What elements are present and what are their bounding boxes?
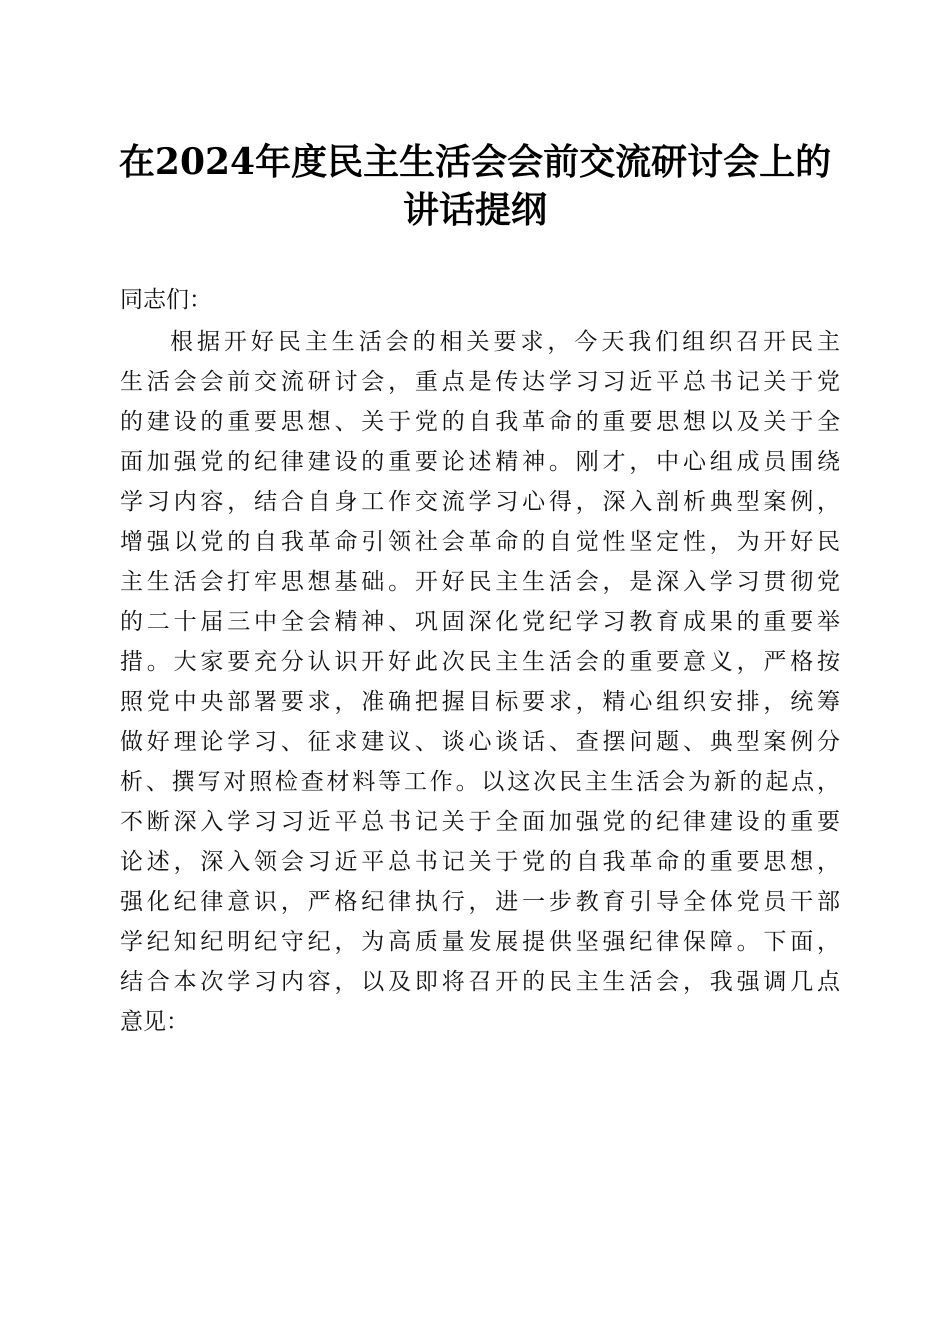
paragraph-line: 不断深入学习习近平总书记关于全面加强党的纪律建设的重要: [120, 809, 840, 835]
title-line-1: 在2024年度民主生活会会前交流研讨会上的: [118, 141, 832, 183]
paragraph-line: 论述，深入领会习近平总书记关于党的自我革命的重要思想，: [120, 849, 840, 875]
title-line-2: 讲话提纲: [402, 189, 547, 231]
document-title: [0, 138, 950, 234]
paragraph-line: 生活会会前交流研讨会，重点是传达学习习近平总书记关于党: [120, 369, 840, 395]
paragraph-line: 强化纪律意识，严格纪律执行，进一步教育引导全体党员干部: [120, 889, 840, 915]
paragraph-line: 的建设的重要思想、关于党的自我革命的重要思想以及关于全: [120, 409, 840, 435]
paragraph-line: 意见：: [120, 1009, 189, 1035]
salutation: 同志们：: [120, 287, 212, 313]
paragraph-line: 措。大家要充分认识开好此次民主生活会的重要意义，严格按: [120, 649, 840, 675]
paragraph-line: 照党中央部署要求，准确把握目标要求，精心组织安排，统筹: [120, 689, 840, 715]
paragraph-line: 做好理论学习、征求建议、谈心谈话、查摆问题、典型案例分: [120, 729, 840, 755]
paragraph-line: 的二十届三中全会精神、巩固深化党纪学习教育成果的重要举: [120, 609, 840, 635]
paragraph-line: 析、撰写对照检查材料等工作。以这次民主生活会为新的起点，: [120, 769, 840, 795]
paragraph-line: 主生活会打牢思想基础。开好民主生活会，是深入学习贯彻党: [120, 569, 840, 595]
paragraph-line: 面加强党的纪律建设的重要论述精神。刚才，中心组成员围绕: [120, 449, 840, 475]
paragraph-line: 增强以党的自我革命引领社会革命的自觉性坚定性，为开好民: [120, 529, 840, 555]
paragraph-line: 学纪知纪明纪守纪，为高质量发展提供坚强纪律保障。下面，: [120, 929, 840, 955]
paragraph-line: 根据开好民主生活会的相关要求，今天我们组织召开民主: [170, 329, 840, 355]
body-paragraph: [120, 322, 840, 1042]
paragraph-line: 结合本次学习内容，以及即将召开的民主生活会，我强调几点: [120, 969, 840, 995]
paragraph-line: 学习内容，结合自身工作交流学习心得，深入剖析典型案例，: [120, 489, 840, 515]
